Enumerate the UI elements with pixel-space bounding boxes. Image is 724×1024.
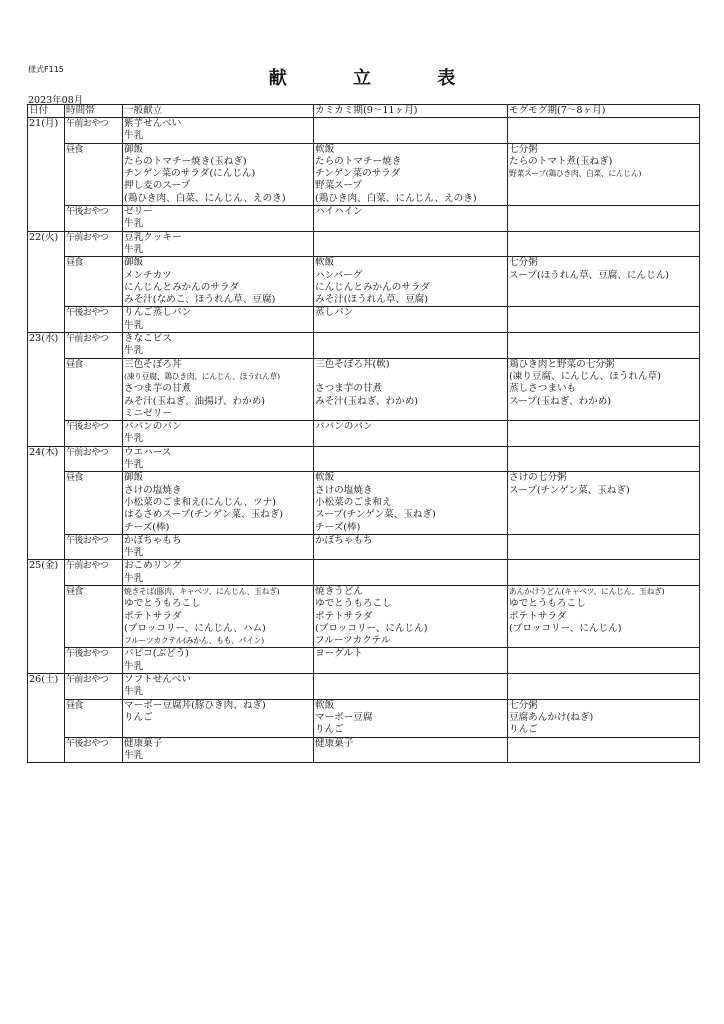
mogumogu-menu-cell [508,674,700,700]
menu-line: 野菜スープ [315,180,363,192]
menu-line [509,573,698,585]
menu-line: チンゲン菜のサラダ [315,168,401,180]
mogumogu-menu-cell [508,699,700,737]
menu-line: 小松菜のごま和え [315,496,392,508]
menu-line [509,244,698,256]
menu-line [315,218,506,230]
kamikami-menu-cell [314,674,508,700]
menu-line: (ブロッコリー、にんじん、ハム) [124,622,266,634]
menu-line [509,193,698,205]
menu-line: たらのトマチー焼き [315,155,402,167]
menu-line: 牛乳 [124,572,144,584]
kamikami-menu-cell [314,358,508,420]
menu-line: 蒸しパン [315,307,354,319]
kamikami-menu-cell [314,206,508,232]
kamikami-menu-cell [314,560,508,586]
menu-line [509,522,698,534]
menu-line: スープ(ほうれん草、豆腐、にんじん) [509,269,670,281]
table-row [28,674,700,700]
menu-line [315,750,506,762]
menu-line: 健康菓子 [124,737,163,749]
menu-line: かぼちゃもち [315,534,373,546]
mogumogu-menu-cell [508,534,700,560]
menu-line: 紫芋せんべい [124,118,182,129]
general-menu-cell [123,699,314,737]
menu-line: 三色そぼろ丼 [124,358,182,370]
menu-line: (鶏ひき肉、白菜、にんじん、えのき) [315,192,477,204]
menu-line: ハイハイン [315,206,363,218]
menu-line: (鶏ひき肉、白菜、にんじん、えのき) [124,192,286,204]
menu-line: かぼちゃもち [124,534,182,546]
menu-line: りんご [315,724,344,736]
table-row [28,143,700,205]
header-date: 日付 [28,105,65,118]
menu-line [509,459,698,471]
menu-line: みそ汁(なめこ、ほうれん草、豆腐) [124,294,276,306]
menu-line: ポテトサラダ [509,610,567,622]
day-date-cell: 25(金) [28,560,65,674]
period-cell: 午後おやつ [65,737,123,763]
menu-line: さけの七分粥 [509,472,567,484]
day-date-cell: 24(木) [28,446,65,560]
period-cell: 昼食 [65,585,123,647]
menu-line: フルーツカクテル [315,635,391,647]
menu-line: スープ(チンゲン菜、玉ねぎ) [509,484,630,496]
menu-line: メンチカツ [124,269,172,281]
menu-line [509,218,698,230]
menu-line [315,447,506,459]
general-menu-cell [123,231,314,257]
table-row [28,333,700,359]
mogumogu-menu-cell [508,421,700,447]
menu-line: パパンのパン [315,421,373,433]
menu-line [315,686,506,698]
menu-line: (ブロッコリー、にんじん) [509,622,622,634]
menu-line [509,180,698,192]
kamikami-menu-cell [314,307,508,333]
table-row [28,446,700,472]
menu-line: フルーツカクテル(みかん、もも、パイン) [124,636,264,646]
kamikami-menu-cell [314,585,508,647]
mogumogu-menu-cell [508,231,700,257]
menu-line: 牛乳 [124,433,144,445]
period-cell: 午前おやつ [65,446,123,472]
menu-line [509,738,698,750]
mogumogu-menu-cell [508,143,700,205]
menu-line [124,724,312,736]
menu-line: 軟飯 [315,472,335,484]
table-row [28,585,700,647]
header-mogumogu: モグモグ期(7～8ヶ月) [508,105,700,118]
menu-line: 牛乳 [124,319,144,331]
general-menu-cell [123,648,314,674]
period-cell: 昼食 [65,358,123,420]
menu-line [315,459,506,471]
menu-line: 牛乳 [124,218,144,230]
menu-line: みそ汁(玉ねぎ、油揚げ、わかめ) [124,395,266,407]
kamikami-menu-cell [314,472,508,534]
menu-line: 七分粥 [509,699,538,711]
menu-line [315,547,506,559]
mogumogu-menu-cell [508,446,700,472]
general-menu-cell [123,674,314,700]
table-row [28,534,700,560]
header-row [28,105,700,118]
menu-line: ポテトサラダ [124,610,182,622]
menu-line: チーズ(棒) [124,521,170,533]
menu-line [315,408,506,420]
menu-line: にんじんとみかんのサラダ [315,281,431,293]
period-cell: 午前おやつ [65,560,123,586]
menu-line: あんかけうどん(キャベツ、にんじん、玉ねぎ) [509,586,665,596]
menu-line: 健康菓子 [315,737,354,749]
menu-line: 軟飯 [315,699,335,711]
menu-line: パピコ(ぶどう) [124,648,190,660]
menu-line: ゆでとうもろこし [509,598,586,610]
date-label: 2023年08月 [28,95,84,106]
menu-line [509,497,698,509]
day-date-cell: 21(月) [28,118,65,232]
mogumogu-menu-cell [508,358,700,420]
table-row [28,737,700,763]
menu-line [509,232,698,244]
general-menu-cell [123,585,314,647]
table-row [28,699,700,737]
menu-line: 牛乳 [124,345,144,357]
period-cell: 昼食 [65,472,123,534]
menu-line [315,661,506,673]
table-row [28,421,700,447]
menu-line: りんご [509,724,538,736]
menu-line: ウエハース [124,446,172,458]
period-cell: 午後おやつ [65,307,123,333]
menu-line: 鶏ひき肉と野菜の七分粥 [509,358,615,370]
menu-line: みそ汁(ほうれん草、豆腐) [315,294,429,306]
menu-line [315,345,506,357]
menu-line [509,674,698,686]
menu-line: にんじんとみかんのサラダ [124,281,240,293]
menu-line: 焼きそば(豚肉、キャベツ、にんじん、玉ねぎ) [124,586,280,596]
general-menu-cell [123,333,314,359]
kamikami-menu-cell [314,737,508,763]
menu-line: 野菜スープ(鶏ひき肉、白菜、にんじん) [509,169,642,179]
menu-line [509,547,698,559]
menu-line: マーボー豆腐丼(豚ひき肉、ねぎ) [124,699,266,711]
page-title: 献 立 表 [268,68,486,89]
menu-line: さつま芋の甘煮 [124,383,192,395]
menu-line: 牛乳 [124,243,144,255]
menu-body [28,118,700,763]
menu-line: 軟飯 [315,143,335,155]
kamikami-menu-cell [314,257,508,307]
menu-line: 豆腐あんかけ(ねぎ) [509,711,594,723]
general-menu-cell [123,257,314,307]
menu-line [315,232,506,244]
period-cell: 午前おやつ [65,333,123,359]
menu-line [509,130,698,142]
period-cell: 午後おやつ [65,534,123,560]
period-cell: 午後おやつ [65,648,123,674]
menu-line: 三色そぼろ丼(軟) [315,358,390,370]
menu-line [315,371,506,383]
kamikami-menu-cell [314,143,508,205]
menu-line: ハンバーグ [315,269,363,281]
table-row [28,118,700,144]
menu-line [509,294,698,306]
menu-line [315,320,506,332]
general-menu-cell [123,446,314,472]
menu-line: 牛乳 [124,686,144,698]
menu-line: 牛乳 [124,547,144,559]
mogumogu-menu-cell [508,472,700,534]
mogumogu-menu-cell [508,585,700,647]
header-period: 時間帯 [65,105,123,118]
period-cell: 午前おやつ [65,231,123,257]
mogumogu-menu-cell [508,257,700,307]
period-cell: 昼食 [65,257,123,307]
menu-line: (凍り豆腐、にんじん、ほうれん草) [509,370,661,382]
kamikami-menu-cell [314,421,508,447]
general-menu-cell [123,737,314,763]
day-date-cell: 23(水) [28,333,65,447]
period-cell: 昼食 [65,699,123,737]
menu-line: さけの塩焼き [315,484,373,496]
table-row [28,307,700,333]
period-cell: 午後おやつ [65,421,123,447]
menu-table [27,104,700,763]
menu-line: スープ(玉ねぎ、わかめ) [509,395,612,407]
menu-line: 七分粥 [509,143,538,155]
menu-line [509,421,698,433]
menu-line [315,333,506,345]
kamikami-menu-cell [314,333,508,359]
general-menu-cell [123,534,314,560]
general-menu-cell [123,421,314,447]
general-menu-cell [123,118,314,144]
menu-line: たらのトマチー焼き(玉ねぎ) [124,155,247,167]
kamikami-menu-cell [314,446,508,472]
kamikami-menu-cell [314,534,508,560]
mogumogu-menu-cell [508,333,700,359]
table-row [28,231,700,257]
menu-line: (ブロッコリー、にんじん) [315,622,428,634]
menu-line [509,206,698,218]
header-kamikami: カミカミ期(9～11ヶ月) [314,105,508,118]
general-menu-cell [123,472,314,534]
menu-line: 七分粥 [509,257,538,269]
menu-line [509,509,698,521]
table-row [28,206,700,232]
menu-line: 牛乳 [124,130,144,142]
general-menu-cell [123,143,314,205]
table-row [28,648,700,674]
menu-line [315,674,506,686]
menu-line [509,345,698,357]
menu-line [509,320,698,332]
table-row [28,472,700,534]
general-menu-cell [123,560,314,586]
day-date-cell: 22(火) [28,231,65,332]
menu-line [509,333,698,345]
menu-line: りんご蒸しパン [124,307,192,319]
menu-line [509,560,698,572]
menu-line [509,447,698,459]
menu-line [509,750,698,762]
menu-line: 蒸しさつまいも [509,383,577,395]
menu-line: 小松菜のごま和え(にんじん、ツナ) [124,496,276,508]
kamikami-menu-cell [314,231,508,257]
menu-line: ヨーグルト [315,648,363,660]
table-row [28,257,700,307]
menu-line [315,560,506,572]
menu-line [509,661,698,673]
menu-line: りんご [124,711,153,723]
menu-line: きなこビス [124,333,172,345]
menu-line: パパンのパン [124,421,182,433]
menu-line: ソフトせんべい [124,674,191,686]
header-general: 一般献立 [123,105,314,118]
mogumogu-menu-cell [508,307,700,333]
menu-line: 御飯 [124,472,144,484]
mogumogu-menu-cell [508,560,700,586]
kamikami-menu-cell [314,699,508,737]
day-date-cell: 26(土) [28,674,65,763]
general-menu-cell [123,358,314,420]
menu-line [315,573,506,585]
menu-line [315,433,506,445]
menu-line [509,535,698,547]
menu-line: たらのトマト煮(玉ねぎ) [509,155,613,167]
form-code: 様式F115 [28,65,64,74]
menu-line [509,307,698,319]
menu-line: ゆでとうもろこし [315,598,392,610]
menu-line [509,118,698,130]
menu-line: ゆでとうもろこし [124,598,201,610]
table-row [28,358,700,420]
menu-line: ゼリー [124,206,153,218]
menu-line: さけの塩焼き [124,484,182,496]
menu-line: 御飯 [124,143,144,155]
table-row [28,560,700,586]
menu-line: はるさめスープ(チンゲン菜、玉ねぎ) [124,509,284,521]
mogumogu-menu-cell [508,737,700,763]
period-cell: 午後おやつ [65,206,123,232]
period-cell: 午前おやつ [65,674,123,700]
menu-line: ポテトサラダ [315,610,373,622]
menu-line: (凍り豆腐、鶏ひき肉、にんじん、ほうれん草) [124,371,280,381]
menu-line [315,130,506,142]
menu-line: 焼きうどん [315,585,363,597]
menu-line: チンゲン菜のサラダ(にんじん) [124,168,256,180]
menu-line: 牛乳 [124,459,144,471]
menu-line: マーボー豆腐 [315,711,373,723]
menu-line: みそ汁(玉ねぎ、わかめ) [315,395,419,407]
menu-line [509,686,698,698]
kamikami-menu-cell [314,118,508,144]
menu-line: さつま芋の甘煮 [315,383,383,395]
period-cell: 午前おやつ [65,118,123,144]
menu-line: スープ(チンゲン菜、玉ねぎ) [315,509,436,521]
general-menu-cell [123,206,314,232]
menu-line: 押し麦のスープ [124,180,191,192]
menu-line [315,244,506,256]
menu-line: 豆乳クッキー [124,231,182,243]
menu-line [509,433,698,445]
mogumogu-menu-cell [508,206,700,232]
menu-line [509,648,698,660]
mogumogu-menu-cell [508,648,700,674]
menu-line: 牛乳 [124,749,144,761]
menu-line: ミニゼリー [124,407,172,419]
menu-line [509,635,698,647]
kamikami-menu-cell [314,648,508,674]
menu-line: 軟飯 [315,257,335,269]
general-menu-cell [123,307,314,333]
menu-line: チーズ(棒) [315,521,361,533]
menu-line [315,118,506,130]
menu-line: 御飯 [124,257,144,269]
menu-line: おこめリング [124,560,182,572]
menu-line: 牛乳 [124,660,144,672]
mogumogu-menu-cell [508,118,700,144]
period-cell: 昼食 [65,143,123,205]
menu-line [509,408,698,420]
menu-line [509,282,698,294]
